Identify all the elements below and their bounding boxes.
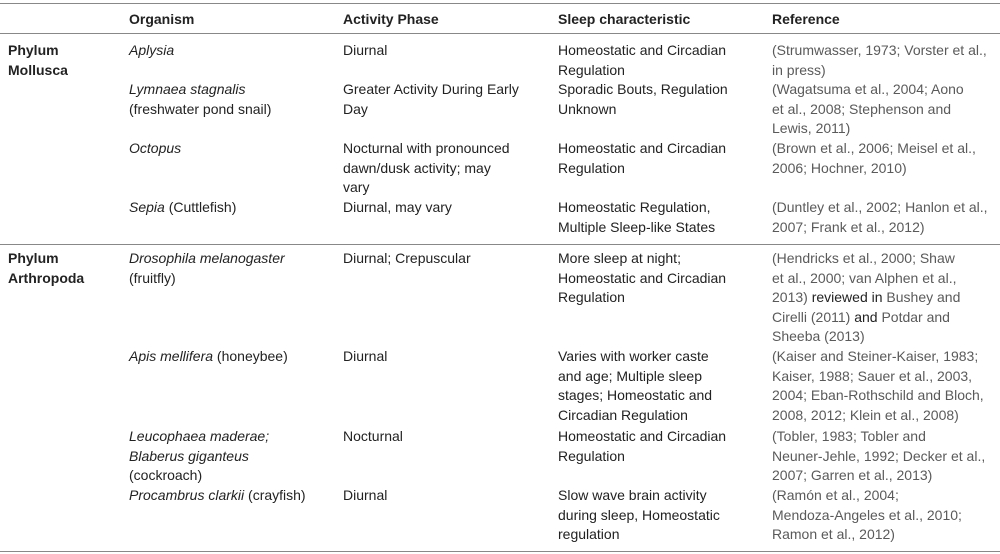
activity-phase-cell: Diurnal bbox=[343, 487, 388, 503]
reference-text: reviewed in bbox=[807, 289, 887, 306]
citation-link[interactable]: Potdar and Sheeba (2013) bbox=[772, 308, 950, 345]
sleep-characteristic-cell: Homeostatic and Circadian Regulation bbox=[558, 428, 727, 464]
sleep-characteristic-cell: Homeostatic and Circadian Regulation bbox=[558, 140, 727, 176]
organism-common-name: (freshwater pond snail) bbox=[129, 100, 272, 117]
header-organism: Organism bbox=[129, 11, 195, 27]
citation-link[interactable]: (Wagatsuma et al., 2004; Aono et al., 2008; Stephenson and Lewis, 2011) bbox=[772, 81, 964, 137]
activity-phase-cell: Nocturnal bbox=[343, 428, 403, 444]
organism-cell bbox=[129, 80, 271, 119]
sleep-characteristic-cell: Varies with worker caste and age; Multiple sleep stages; Homeostatic and Circadian Regulation bbox=[558, 348, 713, 423]
activity-phase-cell: Diurnal bbox=[343, 348, 388, 364]
reference-cell bbox=[772, 198, 988, 237]
reference-cell bbox=[772, 139, 976, 178]
organism-scientific-name: Leucophaea maderae; Blaberus giganteus bbox=[129, 428, 270, 464]
organism-scientific-name: Lymnaea stagnalis bbox=[129, 81, 246, 97]
organism-cell bbox=[129, 427, 269, 486]
reference-cell bbox=[772, 427, 985, 486]
organism-common-name: (cockroach) bbox=[129, 467, 203, 484]
sleep-characteristic-cell: Slow wave brain activity during sleep, Homeostatic regulation bbox=[558, 487, 720, 543]
organism-cell bbox=[129, 347, 288, 367]
activity-phase-cell: Diurnal; Crepuscular bbox=[343, 250, 471, 266]
activity-phase-cell: Nocturnal with pronounced dawn/dusk activity; may vary bbox=[343, 140, 510, 196]
citation-link[interactable]: (Strumwasser, 1973; Vorster et al., in press) bbox=[772, 42, 987, 78]
citation-link[interactable]: (Hendricks et al., 2000; Shaw et al., 2000; van Alphen et al., 2013) bbox=[772, 250, 957, 306]
top-rule bbox=[0, 3, 1000, 4]
phylum-label: Phylum Arthropoda bbox=[8, 250, 85, 286]
reference-cell bbox=[772, 41, 987, 80]
sleep-characteristic-cell: More sleep at night; Homeostatic and Circadian Regulation bbox=[558, 250, 727, 306]
phylum-label: Phylum Mollusca bbox=[8, 42, 68, 78]
citation-link[interactable]: Bushey and Cirelli (2011) bbox=[772, 289, 961, 325]
header-activity-phase: Activity Phase bbox=[343, 11, 439, 27]
header-rule bbox=[0, 33, 1000, 34]
reference-cell bbox=[772, 347, 984, 425]
organism-cell bbox=[129, 139, 181, 159]
activity-phase-cell: Diurnal, may vary bbox=[343, 199, 452, 215]
header-reference: Reference bbox=[772, 11, 840, 27]
organism-scientific-name: Procambrus clarkii bbox=[129, 487, 245, 503]
sleep-characteristic-cell: Sporadic Bouts, Regulation Unknown bbox=[558, 81, 728, 117]
activity-phase-cell: Greater Activity During Early Day bbox=[343, 81, 519, 117]
organism-cell bbox=[129, 41, 174, 61]
organism-common-name: (honeybee) bbox=[213, 348, 288, 364]
organism-cell bbox=[129, 249, 285, 288]
organism-scientific-name: Octopus bbox=[129, 140, 182, 156]
organism-scientific-name: Aplysia bbox=[129, 42, 175, 58]
reference-cell bbox=[772, 486, 962, 545]
organism-cell bbox=[129, 198, 236, 218]
group-divider-rule bbox=[0, 244, 1000, 245]
sleep-characteristic-cell: Homeostatic and Circadian Regulation bbox=[558, 42, 727, 78]
organism-common-name: (fruitfly) bbox=[129, 269, 176, 286]
activity-phase-cell: Diurnal bbox=[343, 42, 388, 58]
header-sleep-characteristic: Sleep characteristic bbox=[558, 11, 691, 27]
citation-link[interactable]: (Kaiser and Steiner-Kaiser, 1983; Kaiser, 1988; Sauer et al., 2003, 2004; Eban-Rothschild and Bloch, 2008, 2012; Klein et al., 2008) bbox=[772, 348, 984, 423]
citation-link[interactable]: (Brown et al., 2006; Meisel et al., 2006; Hochner, 2010) bbox=[772, 140, 976, 176]
organism-common-name: (crayfish) bbox=[244, 487, 306, 503]
organism-cell bbox=[129, 486, 306, 506]
reference-text: and bbox=[850, 308, 882, 325]
citation-link[interactable]: (Tobler, 1983; Tobler and Neuner-Jehle, 1992; Decker et al., 2007; Garren et al., 2013) bbox=[772, 428, 986, 484]
citation-link[interactable]: (Duntley et al., 2002; Hanlon et al., 2007; Frank et al., 2012) bbox=[772, 199, 988, 235]
organism-scientific-name: Apis mellifera bbox=[129, 348, 214, 364]
organism-scientific-name: Drosophila melanogaster bbox=[129, 250, 285, 266]
bottom-rule bbox=[0, 551, 1000, 552]
organism-common-name: (Cuttlefish) bbox=[164, 199, 237, 215]
sleep-characteristic-cell: Homeostatic Regulation, Multiple Sleep-like States bbox=[558, 199, 716, 235]
organism-scientific-name: Sepia bbox=[129, 199, 165, 215]
reference-cell bbox=[772, 249, 960, 347]
reference-cell bbox=[772, 80, 964, 139]
citation-link[interactable]: (Ramón et al., 2004; Mendoza-Angeles et al., 2010; Ramon et al., 2012) bbox=[772, 487, 962, 543]
